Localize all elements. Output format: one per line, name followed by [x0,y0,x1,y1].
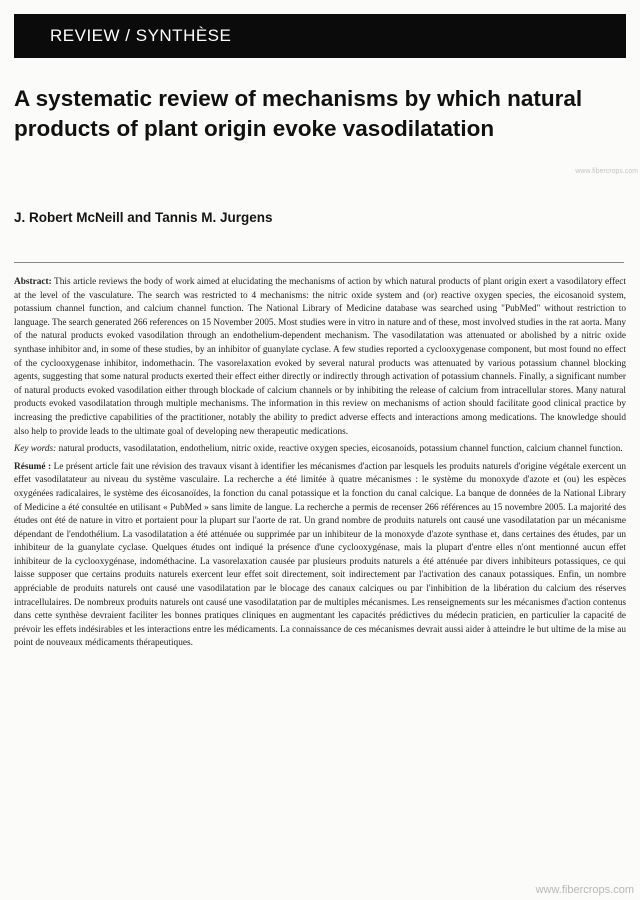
site-watermark: www.fibercrops.com [535,884,634,896]
keywords-text: natural products, vasodilatation, endothelium, nitric oxide, reactive oxygen species, eicosanoids, potassium channel function, calcium channel function. [58,444,623,455]
keywords-label: Key words: [14,444,57,455]
resume-paragraph [14,461,626,651]
abstract-text: This article reviews the body of work aimed at elucidating the mechanisms of action by which natural products of plant origin exert a vasodilatory effect at the level of the vasculature. The search was restricted to 4 mechanisms: the nitric oxide system and (or) reactive oxygen species, the eicosanoid system, potassium channel function, and calcium channel function. The National Library of Medicine database was searched using "PubMed" without restriction to language. The search generated 266 references on 15 November 2005. Most studies were in vitro in nature and of these, most involved studies in the rat aorta. Many of the natural products evoked vasodilation through an endothelium-dependent mechanism. The vasodilatation was attenuated or abolished by a nitric oxide synthase inhibitor and, in some of these studies, by an inhibitor of guanylate cyclase. A few studies reported a cyclooxygenase component, but most found no effect of the cyclooxygenase inhibitor, indomethacin. The vasorelaxation evoked by several natural products was attenuated by various potassium channel blocking agents, suggesting that some natural products exerted their effect either directly or indirectly through activation of potassium channels. Finally, a significant number of natural products evoked vasodilation either through blockade of calcium channels or by inhibiting the release of calcium from intracellular stores. Many natural products evoked vasodilatation through multiple mechanisms. The information in this review on mechanisms of action should facilitate good clinical practice by increasing the predictive capabilities of the practitioner, notably the ability to predict adverse effects and interactions among medications. The knowledge should also help to provide leads to the ultimate goal of developing new therapeutic medications. [14,277,627,437]
resume-label: Résumé : [14,461,52,472]
edge-watermark: www.fibercrops.com [575,168,638,175]
divider-rule [14,262,624,263]
abstract-label: Abstract: [14,277,52,287]
section-banner [14,14,626,58]
resume-text: Le présent article fait une révision des travaux visant à identifier les mécanismes d'action par lesquels les produits naturels d'origine végétale exercent un effet vasodilatateur au niveau du système vasculaire. La recherche a été limitée à quatre mécanismes : le système du monoxyde d'azote et (ou) les espèces oxygénées radicalaires, le système des éicosanoïdes, la fonction du canal potassique et la fonction du canal calcique. La banque de données de la National Library of Medicine a été consultée en utilisant « PubMed » sans limite de langue. La recherche a permis de recenser 266 références au 15 novembre 2005. La majorité des études ont été de nature in vitro et portaient pour la plupart sur l'aorte de rat. Un grand nombre de produits naturels ont causé une vasodilatation par un mécanisme dépendant de l'endothélium. La vasodilatation a été atténuée ou supprimée par un inhibiteur de la monoxyde d'azote synthase et, dans certaines des études, par un inhibiteur de la guanylate cyclase. Quelques études ont indiqué la présence d'une cyclooxygénase, mais la plupart d'entre elles n'ont mentionné aucun effet inhibiteur de la cyclooxygénase, indométhacine. La vasorelaxation causée par plusieurs produits naturels a été atténuée par divers inhibiteurs potassiques, ce qui laisse supposer que certains produits naturels exercent leur effet soit directement, soit indirectement par l'activation des canaux potassiques. Enfin, un nombre appréciable de produits naturels ont causé une vasodilatation par le blocage des canaux calciques ou par l'inhibition de la libération du calcium des réserves intracellulaires. De nombreux produits naturels ont causé une vasodilatation par de multiples mécanismes. Les renseignements sur les mécanismes d'action contenus dans cette synthèse devraient faciliter les bonnes pratiques cliniques en augmentant les capacités prédictives du médecin praticien, en particulier la capacité de prévoir les effets indésirables et les interactions entre les médicaments. La connaissance de ces mécanismes devrait aussi aider à atteindre le but ultime de la mise au point de nouveaux médicaments thérapeutiques. [14,461,626,649]
article-authors: J. Robert McNeill and Tannis M. Jurgens [14,210,273,225]
article-title: A systematic review of mechanisms by which natural products of plant origin evoke vasodilatation [14,86,583,141]
keywords-paragraph [14,443,626,457]
abstract-paragraph [14,276,626,439]
article-body [14,276,626,655]
section-label: REVIEW / SYNTHÈSE [50,26,232,45]
